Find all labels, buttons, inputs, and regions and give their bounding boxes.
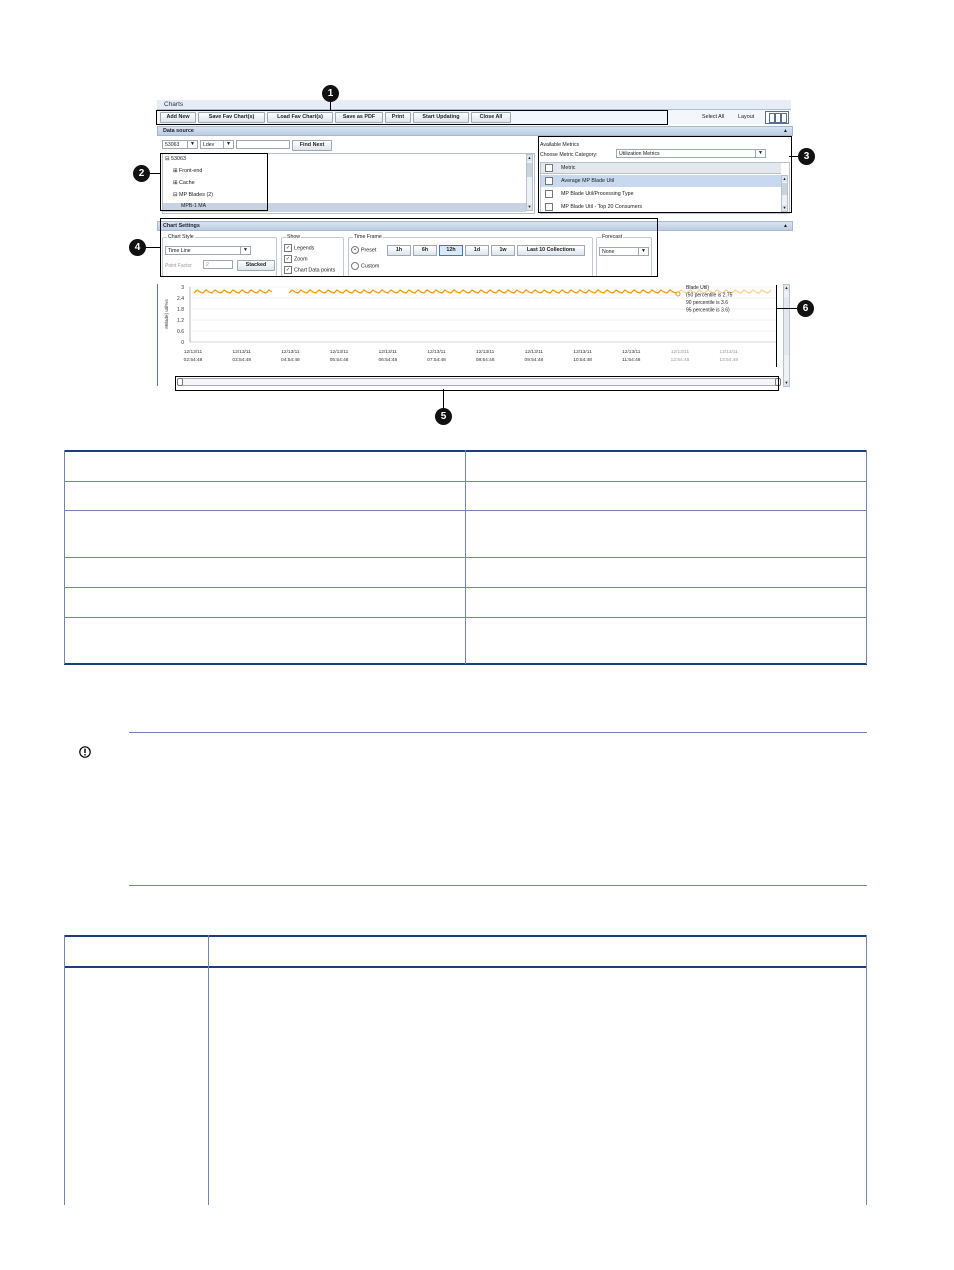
callout-marker-5: 5 <box>435 408 452 425</box>
table2-header-rule <box>64 966 867 968</box>
print-button[interactable]: Print <box>385 112 411 123</box>
x-tick-label: 09:54:48 <box>524 358 544 363</box>
tooltip-text: 90 percentile is 3.6 <box>686 300 728 306</box>
x-tick-label: 12/13/11 <box>524 350 544 355</box>
window-titlebar <box>157 100 791 110</box>
x-tick-label: 12/13/11 <box>232 350 251 355</box>
y-tick-label: 0.6 <box>177 329 184 335</box>
y-tick-label: 0 <box>181 340 184 346</box>
chevron-down-icon: ▼ <box>755 150 765 157</box>
x-tick-label: 10:54:48 <box>573 358 592 363</box>
save-fav-charts-button[interactable]: Save Fav Chart(s) <box>198 112 265 123</box>
chart-scrollbar[interactable]: ▲ ▼ <box>784 285 789 385</box>
chevron-down-icon: ▼ <box>223 141 233 148</box>
callout-marker-6: 6 <box>797 300 814 317</box>
x-tick-label: 12/13/11 <box>183 350 203 355</box>
leader-line <box>777 308 797 309</box>
preset-1w-button[interactable]: 1w <box>491 245 515 256</box>
chart-style-value: Time Line <box>168 248 191 254</box>
metric-category-value: Utilization Metrics <box>619 151 660 157</box>
x-tick-label: 04:54:48 <box>281 358 300 363</box>
system-select[interactable] <box>162 140 198 149</box>
preset-1h-button[interactable]: 1h <box>387 245 411 256</box>
table-col-line <box>866 450 867 664</box>
x-tick-label: 12:54:48 <box>670 358 690 363</box>
x-tick-label: 12/13/11 <box>573 350 592 355</box>
x-tick-label: 12/13/11 <box>329 350 349 355</box>
highlight-tree <box>160 153 268 211</box>
show-label: Show <box>287 234 300 240</box>
y-tick-label: 1.8 <box>177 307 184 313</box>
custom-radio[interactable]: Custom <box>351 262 379 270</box>
tree-node-selected[interactable]: MPB-1 MA <box>163 203 526 212</box>
tooltip-text: Blade Util) <box>686 285 710 291</box>
chevron-down-icon: ▼ <box>240 247 250 254</box>
preset-radio[interactable]: • Preset <box>351 246 376 254</box>
legends-checkbox[interactable]: ✓ Legends <box>285 245 315 252</box>
important-icon <box>79 745 91 757</box>
select-all-link[interactable]: Select All <box>702 114 725 120</box>
close-all-button[interactable]: Close All <box>471 112 511 123</box>
callout-marker-4: 4 <box>129 239 146 256</box>
table2-top-rule <box>64 935 867 937</box>
collapse-icon[interactable]: ▲ <box>783 223 788 229</box>
highlight-zoom <box>175 376 779 391</box>
x-tick-label: 07:54:48 <box>427 358 446 363</box>
series-line <box>194 290 272 293</box>
level-value: Ldev <box>203 142 215 148</box>
save-as-pdf-button[interactable]: Save as PDF <box>335 112 383 123</box>
x-tick-label: 08:54:48 <box>475 358 495 363</box>
x-tick-label: 12/13/11 <box>476 350 495 355</box>
leader-line <box>149 173 161 174</box>
chart-data-points-checkbox[interactable]: ✓ Chart Data points <box>285 267 336 274</box>
x-tick-label: 05:54:48 <box>329 358 349 363</box>
x-tick-label: 13:54:48 <box>719 358 739 363</box>
tooltip-text: (50 percentile is 2.75 <box>686 292 733 299</box>
x-tick-label: 12/13/11 <box>719 350 738 355</box>
metric-category-label: Choose Metric Category: <box>540 152 598 158</box>
x-tick-label: 03:54:48 <box>232 358 252 363</box>
data-source-title: Data source <box>163 128 194 134</box>
zoom-checkbox[interactable]: ✓ Zoom <box>285 256 308 263</box>
search-input[interactable] <box>236 140 290 149</box>
tree-scrollbar[interactable]: ▲ ▼ <box>527 155 532 209</box>
chart-panel <box>157 284 784 386</box>
start-updating-button[interactable]: Start Updating <box>413 112 469 123</box>
point-factor-label: Point Factor <box>165 263 192 269</box>
system-value: 53063 <box>165 142 180 148</box>
y-tick-label: 2.4 <box>177 296 184 302</box>
layout-columns-icon[interactable] <box>765 111 789 124</box>
metric-row[interactable]: Average MP Blade Util <box>541 175 781 187</box>
highlight-settings <box>160 218 658 277</box>
load-fav-charts-button[interactable]: Load Fav Chart(s) <box>267 112 333 123</box>
tree-node[interactable]: ⊟ MP Blades (2) <box>173 192 214 198</box>
x-tick-label: 12/13/11 <box>427 350 446 355</box>
add-new-button[interactable]: Add New <box>160 112 196 123</box>
preset-6h-button[interactable]: 6h <box>413 245 437 256</box>
highlight-chart-edge <box>776 285 777 367</box>
table2-col-line <box>208 935 209 1205</box>
x-tick-label: 11:54:48 <box>622 358 641 363</box>
leader-line <box>443 389 444 409</box>
table2-col-line <box>64 935 65 1205</box>
preset-1d-button[interactable]: 1d <box>465 245 489 256</box>
chart-style-label: Chart Style <box>168 234 194 240</box>
metrics-scrollbar[interactable]: ▲ ▼ <box>782 176 787 210</box>
y-tick-label: 3 <box>181 285 184 291</box>
note-bottom-rule <box>129 885 867 886</box>
tree-node[interactable]: ⊞ Front-end <box>173 168 203 174</box>
forecast-label: Forecast <box>602 234 623 240</box>
last-collections-button[interactable]: Last 10 Collections <box>517 245 585 256</box>
tooltip-text: 95 percentile is 3.6) <box>686 307 730 314</box>
forecast-value: None <box>602 249 615 255</box>
metric-row[interactable]: MP Blade Util - Top 20 Consumers <box>541 201 781 211</box>
y-tick-label: 1.2 <box>177 318 184 324</box>
table-col-line <box>465 450 466 664</box>
time-frame-label: Time Frame <box>354 234 382 240</box>
note-top-rule <box>129 732 867 733</box>
data-point <box>676 292 680 296</box>
callout-marker-1: 1 <box>322 85 339 102</box>
chevron-down-icon: ▼ <box>638 248 648 255</box>
chart-settings-title: Chart Settings <box>163 223 200 229</box>
chevron-down-icon: ▼ <box>187 141 197 148</box>
table-col-line <box>64 450 65 664</box>
tree-node[interactable]: ⊟ 53063 <box>165 156 187 162</box>
y-axis-label: eBlade) util%s <box>164 299 169 329</box>
metrics-header: Metric <box>541 163 781 174</box>
metric-row[interactable]: MP Blade Util/Processing Type <box>541 188 781 200</box>
find-next-button[interactable]: Find Next <box>292 140 332 151</box>
highlight-toolbar <box>156 110 668 125</box>
x-tick-label: 06:54:48 <box>378 358 398 363</box>
x-tick-label: 12/13/11 <box>622 350 641 355</box>
tree-node[interactable]: ⊞ Cache <box>173 180 195 186</box>
callout-marker-2: 2 <box>133 165 150 182</box>
series-line <box>289 290 676 293</box>
utilization-chart <box>158 284 778 386</box>
leader-line <box>789 156 798 157</box>
stacked-button[interactable]: Stacked <box>237 260 275 271</box>
x-tick-label: 12/13/11 <box>670 350 690 355</box>
table2-col-line <box>866 935 867 1205</box>
level-select[interactable] <box>200 140 234 149</box>
callout-marker-3: 3 <box>798 148 815 165</box>
available-metrics-label: Available Metrics <box>540 142 580 148</box>
layout-label: Layout <box>738 114 755 120</box>
highlight-metrics <box>538 136 792 213</box>
x-tick-label: 02:54:48 <box>183 358 203 363</box>
preset-12h-button[interactable]: 12h <box>439 245 463 256</box>
x-tick-label: 12/13/11 <box>378 350 397 355</box>
leader-line <box>146 247 161 248</box>
point-factor-stepper[interactable]: 2 <box>203 260 233 269</box>
collapse-icon[interactable]: ▲ <box>783 128 788 134</box>
data-source-header[interactable] <box>157 126 793 136</box>
window-title: Charts <box>164 101 184 108</box>
x-tick-label: 12/13/11 <box>281 350 300 355</box>
